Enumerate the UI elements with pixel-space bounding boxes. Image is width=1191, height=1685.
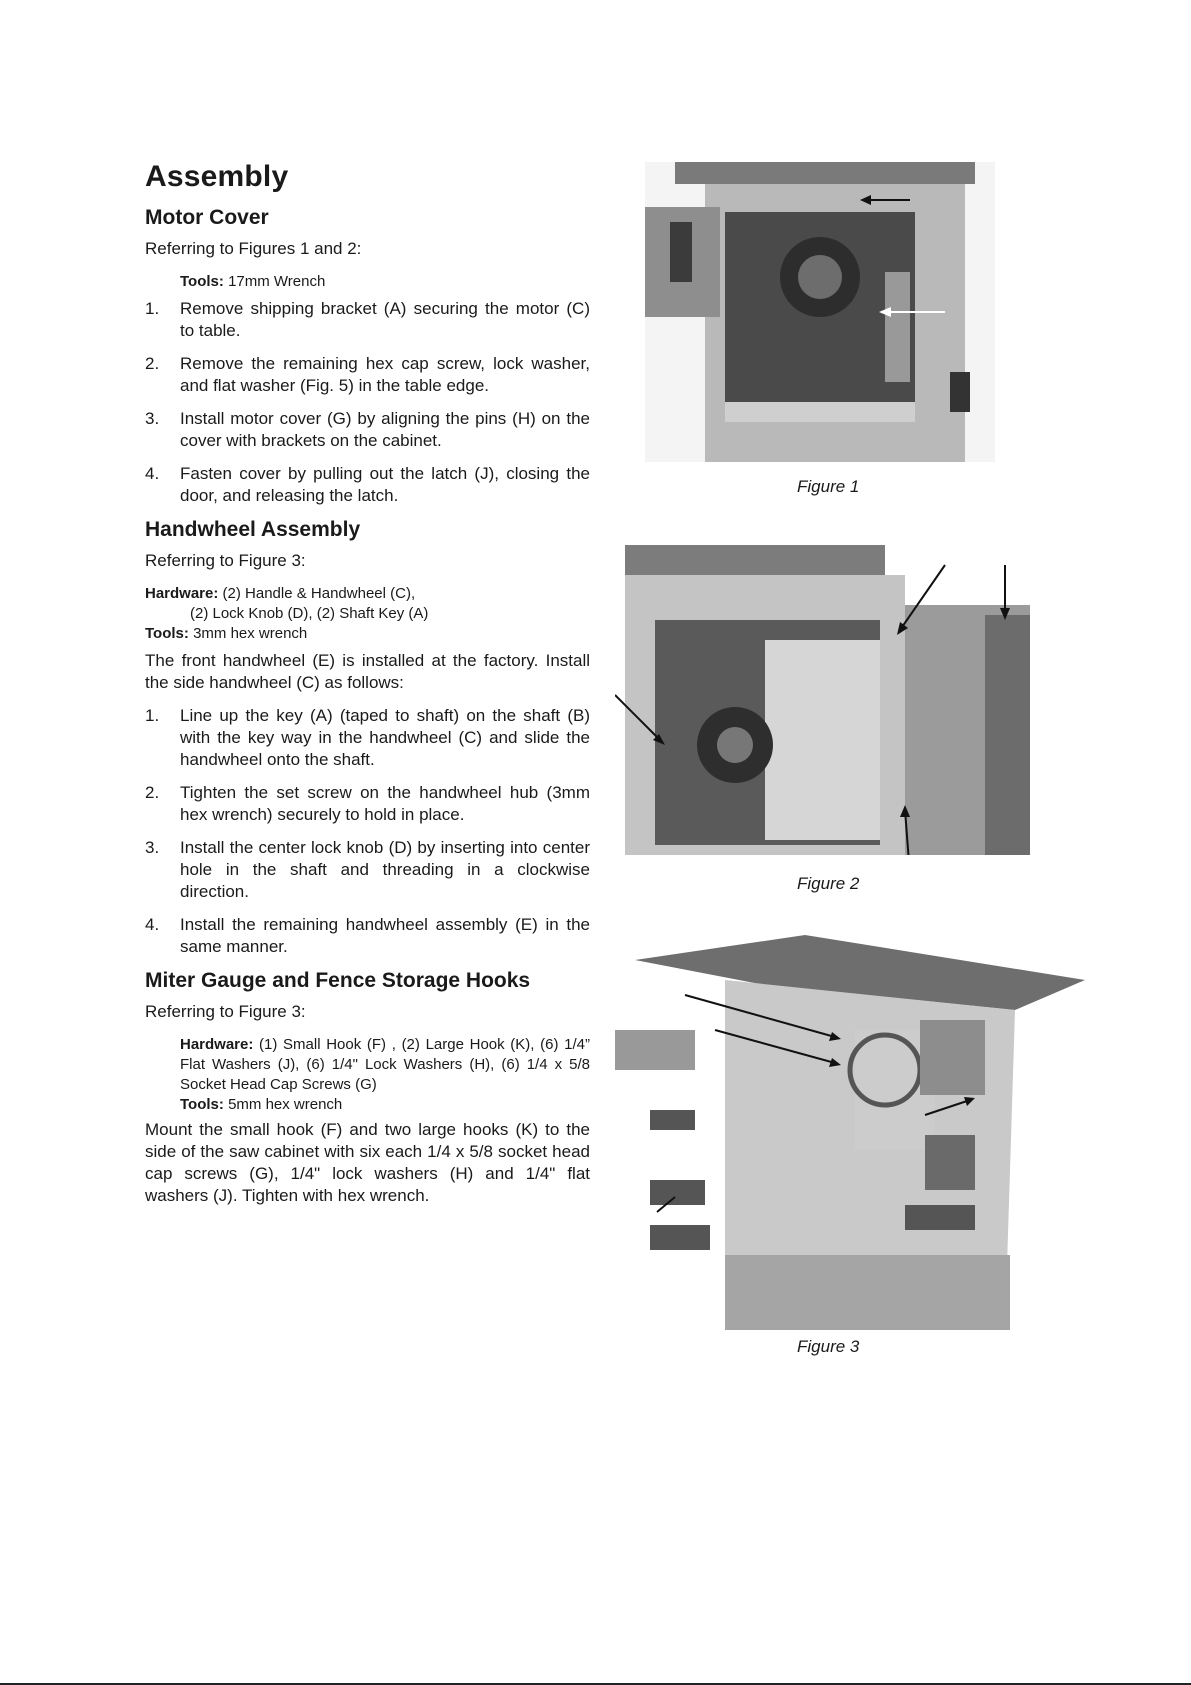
step-item: 2. Tighten the set screw on the handwheel hub (3mm hex wrench) securely to hold in place. bbox=[145, 783, 590, 824]
text-column bbox=[145, 160, 590, 1207]
handwheel-hardware: Hardware: (2) Handle & Handwheel (C), (2) Lock Knob (D), (2) Shaft Key (A) Tools: 3mm hex wrench bbox=[145, 585, 429, 642]
motor-cover-heading: Motor Cover bbox=[145, 206, 269, 229]
handwheel-intro: The front handwheel (E) is installed at the factory. Install the side handwheel (C) as follows: bbox=[145, 651, 590, 692]
hooks-heading: Miter Gauge and Fence Storage Hooks bbox=[145, 969, 531, 992]
step-item: 3. Install motor cover (G) by aligning the pins (H) on the cover with brackets on the cabinet. bbox=[145, 409, 590, 450]
page-title: Assembly bbox=[145, 160, 289, 193]
tools-label: Tools: bbox=[180, 273, 224, 290]
figure-1-caption: Figure 1 bbox=[797, 477, 860, 496]
step-item: 1. Line up the key (A) (taped to shaft) on the shaft (B) with the key way in the handwheel (C) and slide the handwheel onto the shaft. bbox=[145, 706, 590, 769]
motor-cover-steps bbox=[145, 298, 590, 507]
handwheel-steps bbox=[145, 705, 590, 958]
motor-cover-tools bbox=[180, 272, 590, 292]
step-item: 3. Install the center lock knob (D) by inserting into center hole in the shaft and threading in a clockwise direction. bbox=[145, 838, 590, 901]
hooks-ref: Referring to Figure 3: bbox=[145, 1002, 306, 1021]
hooks-body: Mount the small hook (F) and two large hooks (K) to the side of the saw cabinet with six each 1/4 x 5/8 socket head cap screws (G), 1/4" lock washers (H) and 1/4" flat washers (J). Tighten with hex wrench. bbox=[145, 1120, 590, 1205]
figure-2-photo bbox=[615, 545, 1045, 855]
figure-2-caption: Figure 2 bbox=[797, 874, 860, 893]
handwheel-ref: Referring to Figure 3: bbox=[145, 551, 306, 570]
step-item: 2. Remove the remaining hex cap screw, lock washer, and flat washer (Fig. 5) in the table edge. bbox=[145, 354, 590, 395]
step-item: 1. Remove shipping bracket (A) securing the motor (C) to table. bbox=[145, 299, 590, 340]
hooks-hardware: Hardware: (1) Small Hook (F) , (2) Large Hook (K), (6) 1/4” Flat Washers (J), (6) 1/4" Lock Washers (H), (6) 1/4 x 5/8 Socket Head Cap Screws (G) Tools: 5mm hex wrench bbox=[180, 1036, 590, 1113]
figure-1-photo bbox=[645, 162, 995, 462]
handwheel-heading: Handwheel Assembly bbox=[145, 518, 361, 541]
figure-3-photo bbox=[595, 935, 1085, 1335]
step-item: 4. Fasten cover by pulling out the latch (J), closing the door, and releasing the latch. bbox=[145, 464, 590, 505]
step-item: 4. Install the remaining handwheel assembly (E) in the same manner. bbox=[145, 915, 590, 956]
motor-cover-ref: Referring to Figures 1 and 2: bbox=[145, 239, 362, 258]
figure-3-caption: Figure 3 bbox=[797, 1337, 860, 1356]
tools-value: 17mm Wrench bbox=[228, 273, 326, 290]
